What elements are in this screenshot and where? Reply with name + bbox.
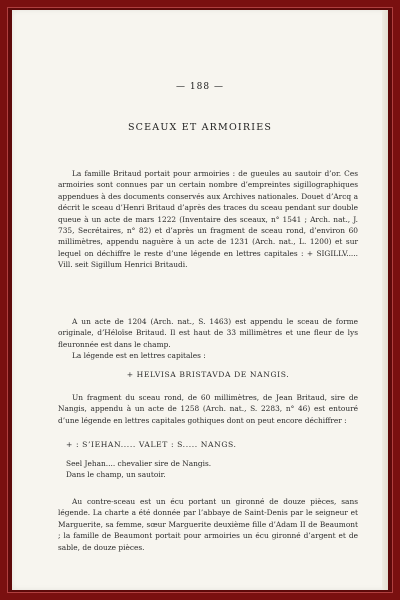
note-2: Dans le champ, un sautoir. xyxy=(66,470,166,479)
section-title: SCEAUX ET ARMOIRIES xyxy=(127,122,273,133)
notes xyxy=(66,458,346,480)
paragraph-1 xyxy=(58,168,358,271)
paragraph-2 xyxy=(58,316,358,362)
paragraph-4 xyxy=(58,496,358,553)
legend-jehan: + : S’IEHAN..... VALET : S..... NANGS. xyxy=(66,440,237,449)
paragraph-2b-text: La légende est en lettres capitales : xyxy=(72,351,206,361)
paragraph-3-text: Un fragment du sceau rond, de 60 millimètres, de Jean Britaud, sire de Nangis, appendu à un acte de 1258 (Arch. nat., S. 2283, n° 46) est entouré d’une légende en lettres capitales gothiques dont on peut encore déchiffrer : xyxy=(58,393,358,425)
book-page xyxy=(12,10,388,590)
legend-heloise: + HELVISA BRISTAVDA DE NANGIS. xyxy=(126,370,290,379)
page-number-header: — 188 — xyxy=(176,82,224,92)
paragraph-2-text: A un acte de 1204 (Arch. nat., S. 1463) est appendu le sceau de forme originale, d’Héloïse Britaud. Il est haut de 33 millimètres et une fleur de lys fleuronnée est dans le champ. xyxy=(58,317,358,349)
paragraph-4-text: Au contre-sceau est un écu portant un gironné de douze pièces, sans légende. La charte a été donnée par l’abbaye de Saint-Denis par le seigneur et Marguerite, sa femme, sœur Marguerite deuxième fille d’Adam II de Beaumont ; la famille de Beaumont portait pour armoiries un écu gironné d’argent et de sable, de douze pièces. xyxy=(58,497,358,552)
page-edge xyxy=(382,10,388,590)
note-1: Seel Jehan.... chevalier sire de Nangis. xyxy=(66,459,212,468)
paragraph-3 xyxy=(58,392,358,426)
paragraph-1-text: La famille Britaud portait pour armoiries : de gueules au sautoir d’or. Ces armoiries sont connues par un certain nombre d’empreintes sigillographiques appendues à des documents conservés aux Archives nationales. Douet d’Arcq a décrit le sceau d’Henri Britaud d’après des traces du sceau pendant sur double queue à un acte de mars 1222 (Inventaire des sceaux, n° 1541 ; Arch. nat., J. 735, Secrétaires, n° 82) et d’après un fragment de sceau rond, d’environ 60 millimètres, appendu naguère à un acte de 1231 (Arch. nat., L. 1200) et sur lequel on déchiffre le reste d’une légende en lettres capitales : + SIGILLV..... Vill. seit Sigillum Henrici Britaudi. xyxy=(58,169,358,270)
